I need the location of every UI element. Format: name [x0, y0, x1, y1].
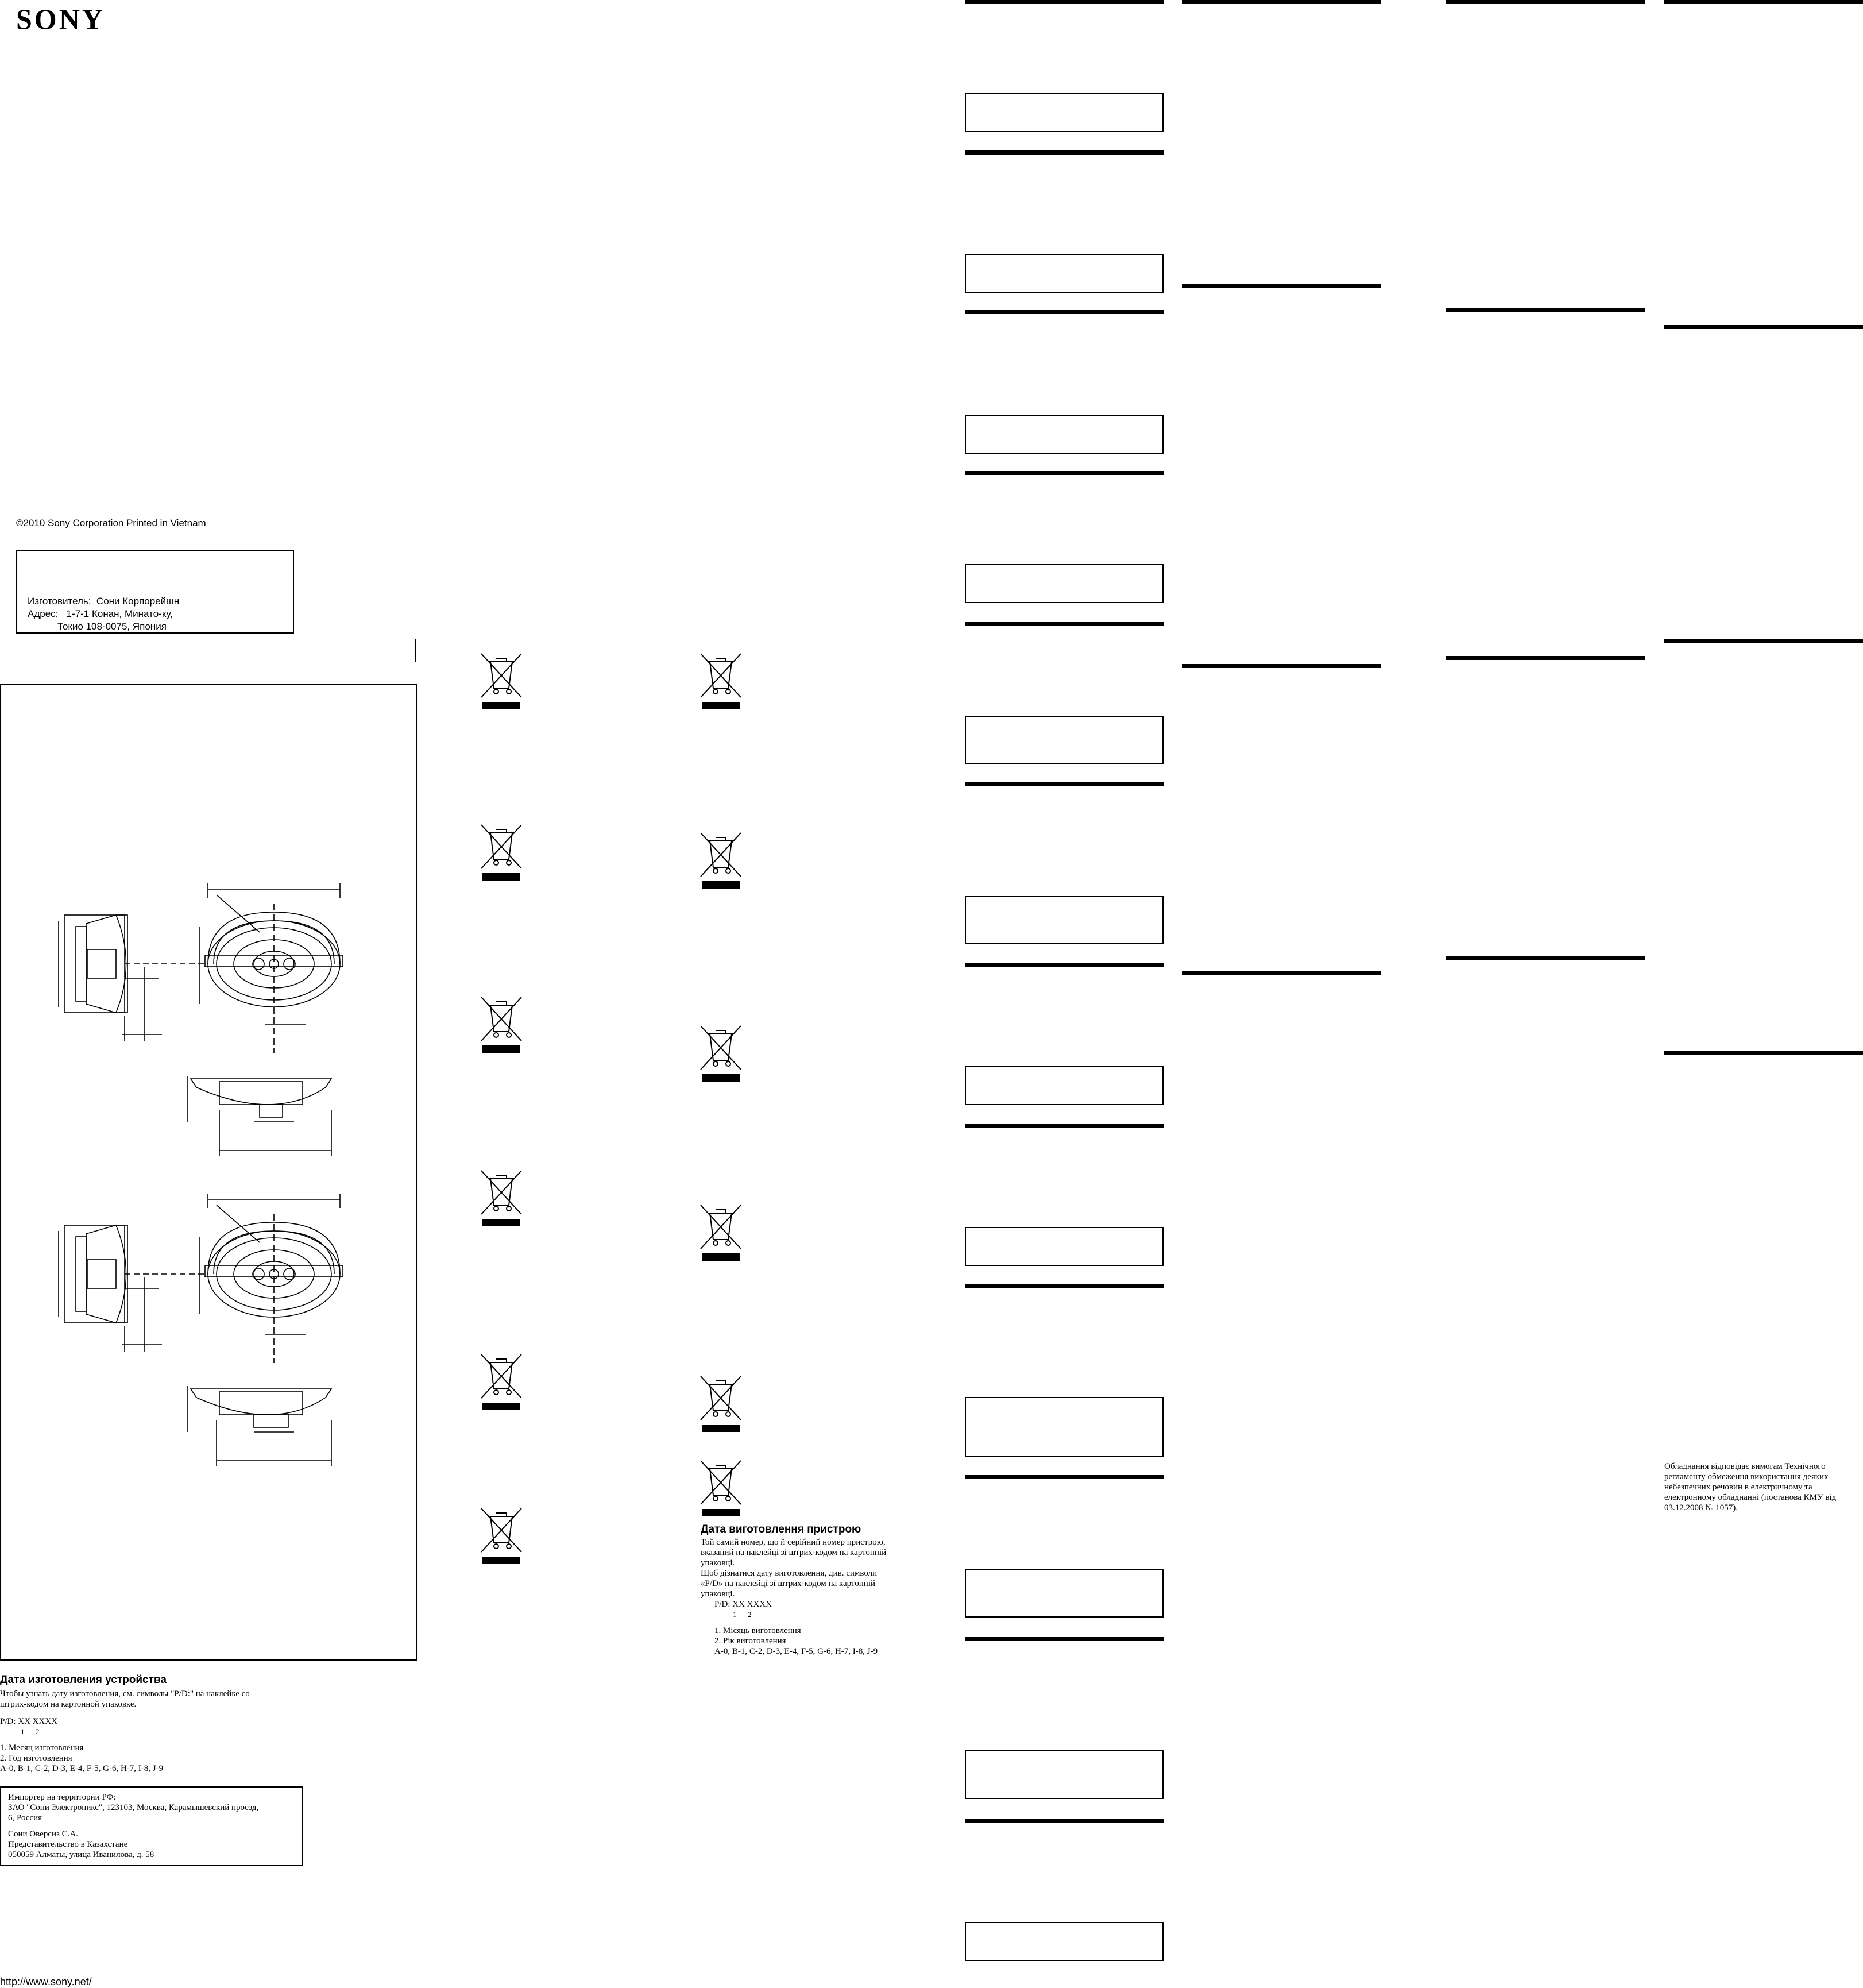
- note-box: [965, 415, 1164, 454]
- weee-bin-icon: [695, 1200, 747, 1264]
- ru-date-text-line: Чтобы узнать дату изготовления, см. символы "P/D:" на наклейке со: [0, 1689, 250, 1699]
- section-rule: [965, 1475, 1164, 1479]
- section-rule: [1182, 664, 1381, 668]
- importer-line: 050059 Алматы, улица Иванилова, д. 58: [8, 1850, 154, 1859]
- ua-compliance-line: 03.12.2008 № 1057).: [1664, 1503, 1738, 1512]
- note-box: [965, 896, 1164, 944]
- ua-date-text: [701, 1537, 942, 1599]
- dimension-figure-frame: [0, 684, 417, 1661]
- ru-date-items: [0, 1743, 163, 1774]
- section-rule: [1446, 0, 1645, 4]
- speaker-dimension-drawings: [1, 685, 416, 1659]
- section-rule: [965, 1819, 1164, 1823]
- speaker-side-view-1: [59, 915, 208, 1041]
- weee-bin-icon: [695, 1456, 747, 1519]
- ua-date-text-line: Щоб дізнатися дату виготовлення, див. символи: [701, 1569, 878, 1578]
- ua-date-text-line: Той самий номер, що й серійний номер пристрою,: [701, 1538, 886, 1547]
- ua-compliance-note: [1664, 1461, 1860, 1513]
- ua-date-heading: Дата виготовлення пристрою: [701, 1523, 861, 1535]
- weee-bin-icon: [476, 820, 527, 883]
- section-rule: [965, 310, 1164, 314]
- weee-bin-icon: [476, 1166, 527, 1229]
- ru-date-item: 2. Год изготовления: [0, 1754, 72, 1763]
- ua-compliance-line: Обладнання відповідає вимогам Технічного: [1664, 1462, 1826, 1471]
- importer-box: [0, 1786, 303, 1866]
- section-rule: [1446, 656, 1645, 660]
- section-rule: [965, 1637, 1164, 1641]
- section-rule: [1182, 284, 1381, 288]
- section-rule: [965, 0, 1164, 4]
- section-rule: [965, 471, 1164, 475]
- note-box: [965, 1066, 1164, 1105]
- manufacturer-address-line: Адрес: 1-7-1 Конан, Минато-ку,: [28, 608, 173, 619]
- manufacturer-box: [16, 550, 294, 634]
- ua-date-text-line: упаковці.: [701, 1558, 735, 1568]
- section-rule: [1664, 0, 1863, 4]
- ua-date-text-line: вказаний на наклейці зі штрих-кодом на картонній: [701, 1548, 887, 1557]
- ru-date-codes: A-0, B-1, C-2, D-3, E-4, F-5, G-6, H-7, I-8, J-9: [0, 1764, 164, 1773]
- fold-mark: [415, 639, 416, 662]
- speaker-bottom-view-1: [188, 1076, 331, 1156]
- sony-logo: SONY: [16, 3, 105, 35]
- note-box: [965, 1227, 1164, 1266]
- section-rule: [1664, 639, 1863, 643]
- importer-line: Сони Оверсиз С.А.: [8, 1829, 78, 1839]
- ua-date-item: 2. Рік виготовлення: [714, 1636, 786, 1646]
- ru-date-code-marks: 1 2: [21, 1727, 40, 1736]
- ru-date-text-line: штрих-кодом на картонной упаковке.: [0, 1700, 137, 1709]
- weee-bin-icon: [476, 1504, 527, 1567]
- importer-line: Представительство в Казахстане: [8, 1840, 128, 1849]
- note-box: [965, 1750, 1164, 1799]
- ua-compliance-line: регламенту обмеження використання деяких: [1664, 1472, 1829, 1481]
- importer-line: 6, Россия: [8, 1813, 42, 1823]
- section-rule: [1664, 1051, 1863, 1055]
- speaker-front-view-2: [199, 1194, 343, 1363]
- copyright-line: ©2010 Sony Corporation Printed in Vietnam: [16, 518, 206, 528]
- importer-line: Импортер на территории РФ:: [8, 1793, 116, 1802]
- section-rule: [965, 963, 1164, 967]
- weee-bin-icon: [476, 993, 527, 1056]
- section-rule: [1446, 308, 1645, 312]
- speaker-side-view-2: [59, 1225, 208, 1352]
- ua-date-codes: A-0, B-1, C-2, D-3, E-4, F-5, G-6, H-7, I-8, J-9: [714, 1647, 878, 1656]
- section-rule: [1446, 956, 1645, 960]
- note-box: [965, 1397, 1164, 1457]
- ua-date-code-marks: 1 2: [733, 1610, 752, 1619]
- ru-date-item: 1. Месяц изготовления: [0, 1743, 84, 1752]
- weee-bin-icon: [695, 649, 747, 712]
- weee-bin-icon: [695, 1021, 747, 1084]
- ru-date-heading: Дата изготовления устройства: [0, 1674, 167, 1686]
- importer-line: ЗАО "Сони Электроникс", 123103, Москва, Карамышевский проезд,: [8, 1803, 259, 1812]
- sony-url: http://www.sony.net/: [0, 1976, 92, 1987]
- manufacturer-city-line: Токио 108-0075, Япония: [28, 621, 167, 632]
- ua-date-items: [714, 1626, 878, 1657]
- note-box: [965, 1569, 1164, 1618]
- ru-date-code: P/D: XX XXXX: [0, 1717, 58, 1726]
- section-rule: [1664, 325, 1863, 329]
- section-rule: [965, 622, 1164, 626]
- manufacturer-line: Изготовитель: Сони Корпорейшн: [28, 596, 180, 607]
- ua-date-code: P/D: XX XXXX: [714, 1600, 772, 1609]
- section-rule: [965, 782, 1164, 786]
- section-rule: [965, 150, 1164, 155]
- ua-date-text-line: упаковці.: [701, 1589, 735, 1599]
- note-box: [965, 93, 1164, 132]
- weee-bin-icon: [476, 649, 527, 712]
- ru-date-text: [0, 1689, 322, 1709]
- weee-bin-icon: [476, 1350, 527, 1413]
- section-rule: [965, 1284, 1164, 1288]
- section-rule: [1182, 0, 1381, 4]
- ua-date-item: 1. Місяць виготовлення: [714, 1626, 801, 1635]
- ua-date-text-line: «P/D» на наклейці зі штрих-кодом на картонній: [701, 1579, 876, 1588]
- weee-bin-icon: [695, 828, 747, 891]
- speaker-front-view-1: [199, 883, 343, 1053]
- note-box: [965, 564, 1164, 603]
- speaker-bottom-view-2: [188, 1386, 331, 1466]
- note-box: [965, 1922, 1164, 1961]
- ua-compliance-line: небезпечних речовин в електричному та: [1664, 1483, 1812, 1492]
- ua-compliance-line: електронному обладнанні (постанова КМУ від: [1664, 1493, 1837, 1502]
- weee-bin-icon: [695, 1372, 747, 1435]
- section-rule: [965, 1124, 1164, 1128]
- section-rule: [1182, 971, 1381, 975]
- note-box: [965, 254, 1164, 293]
- note-box: [965, 716, 1164, 764]
